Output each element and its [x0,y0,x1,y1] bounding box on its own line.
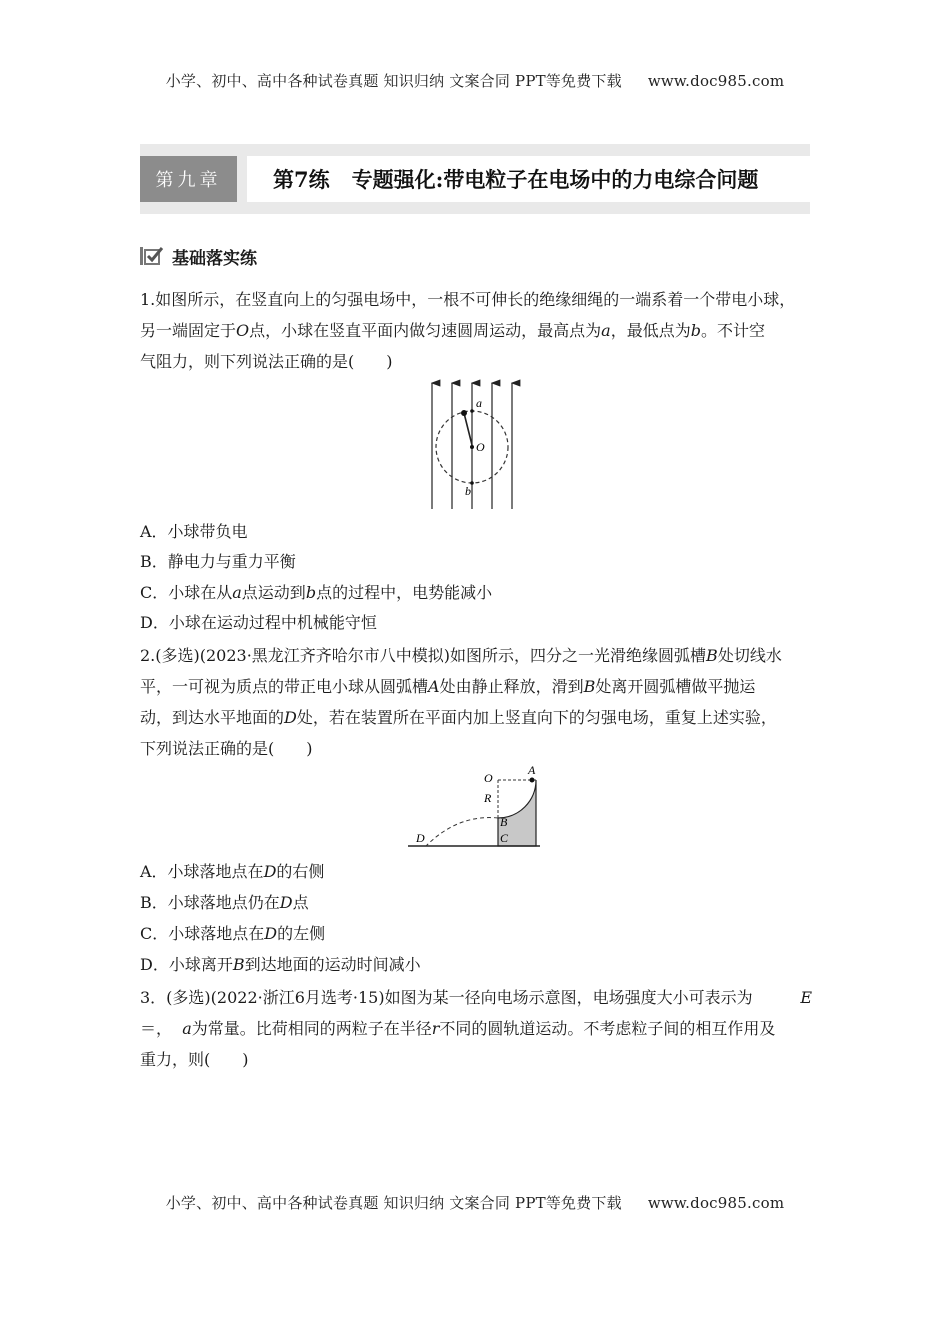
q3-line1: 3．(多选)(2022·浙江6月选考·15)如图为某一径向电场示意图，电场强度大小可表示为 E [140,988,812,1007]
string [464,413,472,445]
q3-stem [140,982,812,1075]
label-a: A [528,763,536,777]
q2-line3: 动，到达水平地面的D处，若在装置所在平面内加上竖直向下的匀强电场，重复上述实验， [140,708,777,727]
ball [461,410,467,416]
q2-option-d: D．小球离开B到达地面的运动时间减小 [140,955,421,974]
q3-line2: ＝， a为常量。比荷相同的两粒子在半径r不同的圆轨道运动。不考虑粒子间的相互作用及 [140,1019,776,1038]
q1-figure [418,377,528,511]
q1-line3: 气阻力，则下列说法正确的是( ) [140,352,393,371]
q1-line2: 另一端固定于O点，小球在竖直平面内做匀速圆周运动，最高点为a，最低点为b。不计空 [140,321,765,340]
checkmark-icon [140,245,164,267]
label-d: D [416,831,425,845]
chapter-tag: 第九章 [140,156,237,202]
q2-stem [140,640,812,764]
label-o: O [484,771,493,785]
q2-line1: 2.(多选)(2023·黑龙江齐齐哈尔市八中模拟)如图所示，四分之一光滑绝缘圆弧槽B处切线水 [140,646,782,665]
ball-a [530,778,535,783]
q2-line2: 平，一可视为质点的带正电小球从圆弧槽A处由静止释放，滑到B处离开圆弧槽做平抛运 [140,677,756,696]
q1-line1: 1.如图所示，在竖直向上的匀强电场中，一根不可伸长的绝缘细绳的一端系着一个带电小球， [140,290,796,309]
label-c: C [500,831,509,845]
label-b: B [500,815,508,829]
exercise-number: 第7练 [273,167,330,192]
section-title: 基础落实练 [172,248,257,269]
section-heading [140,244,257,268]
q1-option-a: A．小球带负电 [140,522,248,541]
header-site: www.doc985.com [647,72,785,90]
footer-site: www.doc985.com [647,1194,785,1212]
q1-stem [140,284,812,377]
chapter-banner [140,144,810,214]
q1-option-c: C．小球在从a点运动到b点的过程中，电势能减小 [140,583,493,602]
label-b: b [465,484,471,498]
q2-line4: 下列说法正确的是( ) [140,739,313,758]
page-header [0,70,950,91]
q1-option-b: B．静电力与重力平衡 [140,552,296,571]
point-a [470,409,474,413]
q2-option-a: A．小球落地点在D的右侧 [140,862,325,881]
header-text: 小学、初中、高中各种试卷真题 知识归纳 文案合同 PPT等免费下载 [165,72,622,90]
q1-option-d: D．小球在运动过程中机械能守恒 [140,613,377,632]
trajectory [426,818,498,846]
q2-option-c: C．小球落地点在D的左侧 [140,924,326,943]
q2-figure [404,762,544,850]
q3-line3: 重力，则( ) [140,1050,249,1069]
label-a: a [476,396,482,410]
label-o: O [476,440,485,454]
chapter-title [247,156,810,202]
page-footer [0,1192,950,1213]
pivot-o [470,445,474,449]
label-r: R [484,791,492,805]
exercise-title: 专题强化:带电粒子在电场中的力电综合问题 [351,167,759,192]
q2-option-b: B．小球落地点仍在D点 [140,893,309,912]
footer-text: 小学、初中、高中各种试卷真题 知识归纳 文案合同 PPT等免费下载 [165,1194,622,1212]
